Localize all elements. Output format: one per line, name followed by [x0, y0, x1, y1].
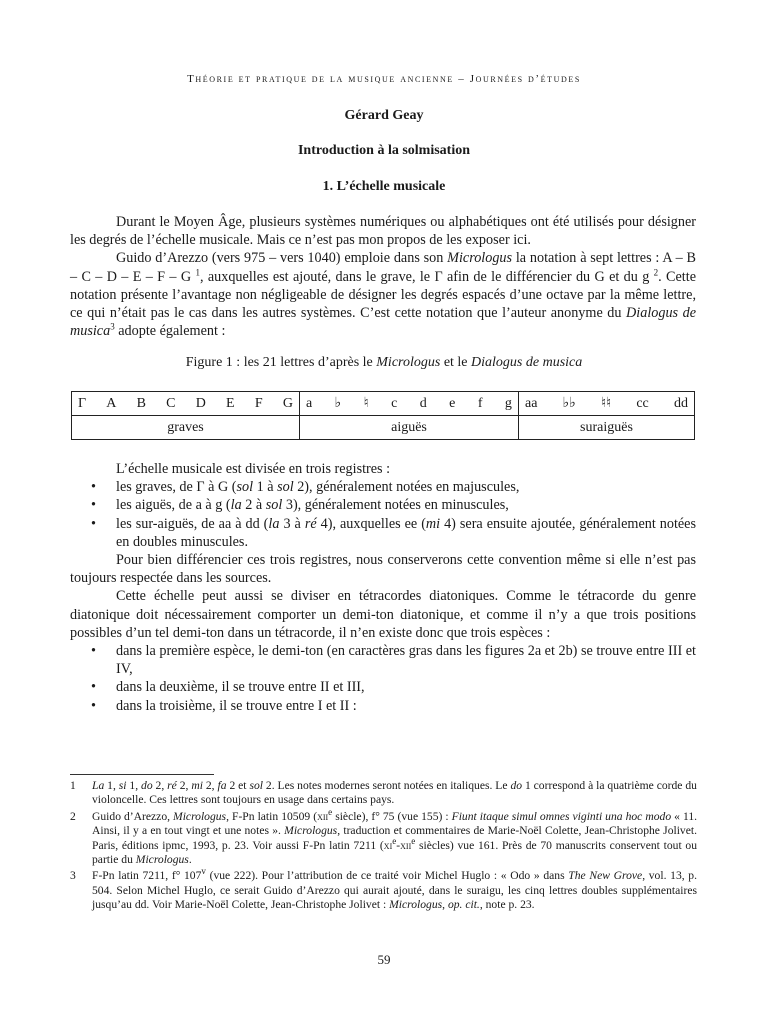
letter: cc [636, 395, 649, 411]
footnote-ref: 3 [110, 321, 115, 332]
paragraph-2: Guido d’Arezzo (vers 975 – vers 1040) emploie dans son Micrologus la notation à sept lettres : A – B – C – D – E – F – G $^1$, auxquelles est ajouté, dans le grave, le Γ afin de le différencier du G et du g $^2$. Cette notation présente l’avantage non négligeable de désigner les degrés espacés d’une octave par la même lettre, ce qui n’était pas le cas dans les autres systèmes. C’est cette notation que l’auteur anonyme du Dialogus de musica$^3$ adopte également : [70, 250, 696, 340]
work-title: Dialogus de musica [70, 305, 696, 340]
letter: C [166, 395, 176, 411]
letter: A [106, 395, 117, 411]
figure-caption: Figure 1 : les 21 lettres d’après le Micrologus et le Dialogus de musica [185, 355, 583, 370]
work-title: Micrologus [447, 250, 513, 267]
registers-row [72, 416, 695, 440]
footnote-text: La 1, si 1, do 2, ré 2, mi 2, fa 2 et sol 2. Les notes modernes seront notées en italiques. Le do 1 correspond à la quatrième corde du violoncelle. Ces lettres sont toujours en usage dans certains pays. [92, 779, 697, 807]
author-name: Gérard Geay [344, 108, 424, 123]
aigues-letters-cell [300, 392, 519, 416]
tetrachords-intro: Cette échelle peut aussi se diviser en tétracordes diatoniques. Comme le tétracorde du genre diatonique doit nécessairement comporter un demi-ton diatonique, et comme il n’y a que trois positions possibles d’un tel demi-ton dans un tétracorde, il n’en existe donc que trois espèces : [70, 588, 696, 641]
registers-list [70, 478, 696, 551]
letter: B [136, 395, 146, 411]
letter: g [504, 395, 512, 411]
letter: d [419, 395, 427, 411]
letter: c [391, 395, 398, 411]
letter: G [282, 395, 293, 411]
list-item: • les aiguës, de a à g (la 2 à sol 3), généralement notées en minuscules, [70, 496, 696, 514]
letter: E [226, 395, 235, 411]
letter: D [195, 395, 206, 411]
letter: dd [673, 395, 688, 411]
list-item: • dans la première espèce, le demi-ton (en caractères gras dans les figures 2a et 2b) se trouve entre III et IV, [70, 642, 696, 678]
footnote-2 [70, 806, 698, 868]
list-item: • les sur-aiguës, de aa à dd (la 3 à ré 4), auxquelles ee (mi 4) sera ensuite ajoutée, généralement notées en doubles minuscules. [70, 515, 696, 551]
letter: f [477, 395, 483, 411]
footnote-text: F-Pn latin 7211, f° 107$^v$ (vue 222). Pour l’attribution de ce traité voir Michel Huglo : « Odo » dans The New Grove, vol. 13, p. 504. Selon Michel Huglo, ce serait Guido d’Arezzo qui aurait ajouté, dans le suraigu, les cinq lettres doubles supplémentaires jusqu’au dd. Voir Marie-Noël Colette, Jean-Christophe Jolivet : Micrologus, op. cit., note p. 23. [92, 866, 698, 912]
running-head: Théorie et pratique de la musique ancienne – Journées d’études [187, 73, 581, 85]
footnote-1 [70, 779, 697, 808]
footnote-number: 3 [70, 869, 76, 883]
letter: Γ [78, 395, 87, 411]
letter: ♮♮ [601, 396, 612, 411]
graves-letters-cell [72, 392, 300, 416]
letters-table [71, 391, 695, 440]
footnote-3 [70, 866, 698, 912]
letter: aa [525, 395, 538, 411]
intro-text [70, 213, 696, 340]
letters-row [72, 392, 695, 416]
register-label: graves [72, 416, 300, 440]
list-item: • les graves, de Γ à G (sol 1 à sol 2), généralement notées en majuscules, [70, 478, 696, 496]
convention-paragraph: Pour bien différencier ces trois registres, nous conserverons cette convention même si elle n’est pas toujours respectée dans les sources. [70, 552, 696, 587]
footnotes [70, 779, 697, 915]
letter: ♭ [334, 396, 342, 411]
register-label: suraiguës [519, 416, 695, 440]
letter: ♮ [363, 396, 369, 411]
list-item: • dans la deuxième, il se trouve entre II et III, [70, 678, 696, 696]
section-title: 1. L’échelle musicale [322, 179, 446, 194]
list-item: • dans la troisième, il se trouve entre I et II : [70, 697, 696, 715]
footnote-number: 2 [70, 809, 76, 823]
letter: ♭♭ [562, 396, 576, 411]
footnote-ref: 1 [195, 266, 200, 277]
page-number: 59 [377, 952, 391, 967]
paragraph-1: Durant le Moyen Âge, plusieurs systèmes numériques ou alphabétiques ont été utilisés pour désigner les degrés de l’échelle musicale. Mais ce n’est pas mon propos de les exposer ici. [70, 214, 696, 249]
footnote-number: 1 [70, 779, 76, 792]
footnote-separator [70, 774, 214, 775]
article-title: Introduction à la solmisation [297, 143, 471, 158]
letter: F [254, 395, 263, 411]
register-label: aiguës [300, 416, 519, 440]
footnote-text: Guido d’Arezzo, Micrologus, F-Pn latin 10509 (xii$^e$ siècle), f° 75 (vue 155) : Fiunt itaque simul omnes viginti una hoc modo « 11. Ainsi, il y a en tout vingt et une notes ». Micrologus, traduction et commentaires de Marie-Noël Colette, Jean-Christophe Jolivet. Paris, éditions ipmc, 1993, p. 23. Voir aussi F-Pn latin 7211 ($xi^e-xii^e$ siècles) vue 161. Près de 70 manuscrits conservent tout ou partie du Micrologus. [92, 806, 698, 867]
letter: e [449, 395, 456, 411]
footnote-ref: 2 [653, 266, 659, 277]
species-list [70, 642, 696, 715]
suraigues-letters-cell [519, 392, 695, 416]
registers-text [70, 460, 696, 715]
registers-intro: L’échelle musicale est divisée en trois registres : [116, 461, 391, 477]
letter: a [306, 395, 313, 411]
